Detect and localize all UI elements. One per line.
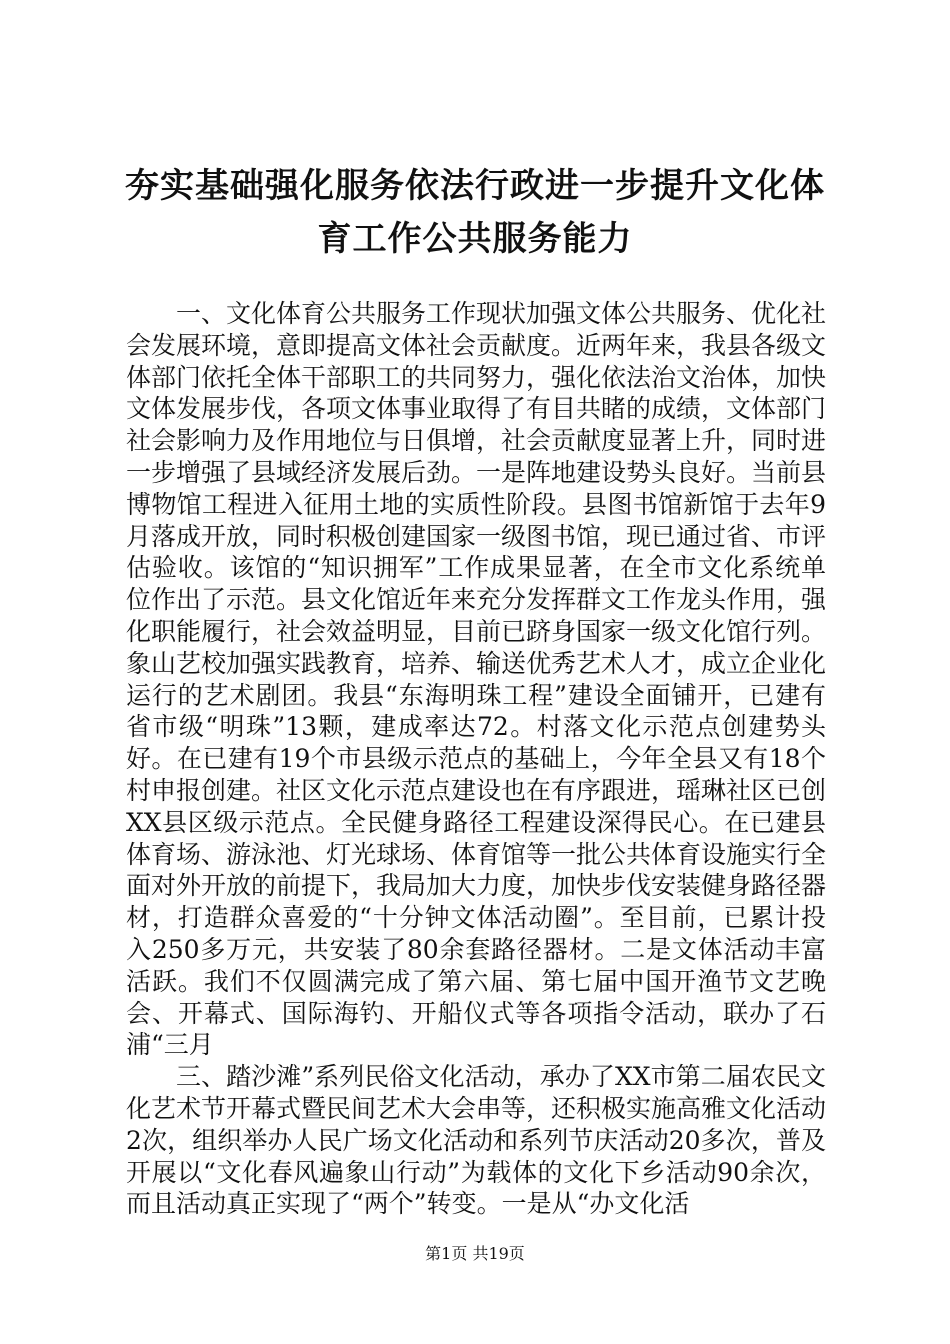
document-title: 夯实基础强化服务依法行政进一步提升文化体育工作公共服务能力 <box>125 166 825 259</box>
document-body <box>126 298 826 1220</box>
page-footer: 第1页 共19页 <box>425 1244 525 1263</box>
paragraph-2: 三、踏沙滩”系列民俗文化活动，承办了XX市第二届农民文化艺术节开幕式暨民间艺术大会串等，还积极实施高雅文化活动2次，组织举办人民广场文化活动和系列节庆活动20多次，普及开展以“文化春风遍象山行动”为载体的文化下乡活动90余次，而且活动真正实现了“两个”转变。一是从“办文化活 <box>126 1062 827 1219</box>
paragraph-1: 一、文化体育公共服务工作现状加强文体公共服务、优化社会发展环境，意即提高文体社会贡献度。近两年来，我县各级文体部门依托全体干部职工的共同努力，强化依法治文治体，加快文体发展步伐，各项文体事业取得了有目共睹的成绩，文体部门社会影响力及作用地位与日俱增，社会贡献度显著上升，同时进一步增强了县域经济发展后劲。一是阵地建设势头良好。当前县博物馆工程进入征用土地的实质性阶段。县图书馆新馆于去年9月落成开放，同时积极创建国家一级图书馆，现已通过省、市评估验收。该馆的“知识拥军”工作成果显著，在全市文化系统单位作出了示范。县文化馆近年来充分发挥群文工作龙头作用，强化职能履行，社会效益明显，目前已跻身国家一级文化馆行列。象山艺校加强实践教育，培养、输送优秀艺术人才，成立企业化运行的艺术剧团。我县“东海明珠工程”建设全面铺开，已建有省市级“明珠”13颗，建成率达72。村落文化示范点创建势头好。在已建有19个市县级示范点的基础上，今年全县又有18个村申报创建。社区文化示范点建设也在有序跟进，瑶琳社区已创XX县区级示范点。全民健身路径工程建设深得民心。在已建县体育场、游泳池、灯光球场、体育馆等一批公共体育设施实行全面对外开放的前提下，我局加大力度，加快步伐安装健身路径器材，打造群众喜爱的“十分钟文体活动圈”。至目前，已累计投入250多万元，共安装了80余套路径器材。二是文体活动丰富活跃。我们不仅圆满完成了第六届、第七届中国开渔节文艺晚会、开幕式、国际海钓、开船仪式等各项指令活动，联办了石浦“三月 <box>126 299 827 1060</box>
